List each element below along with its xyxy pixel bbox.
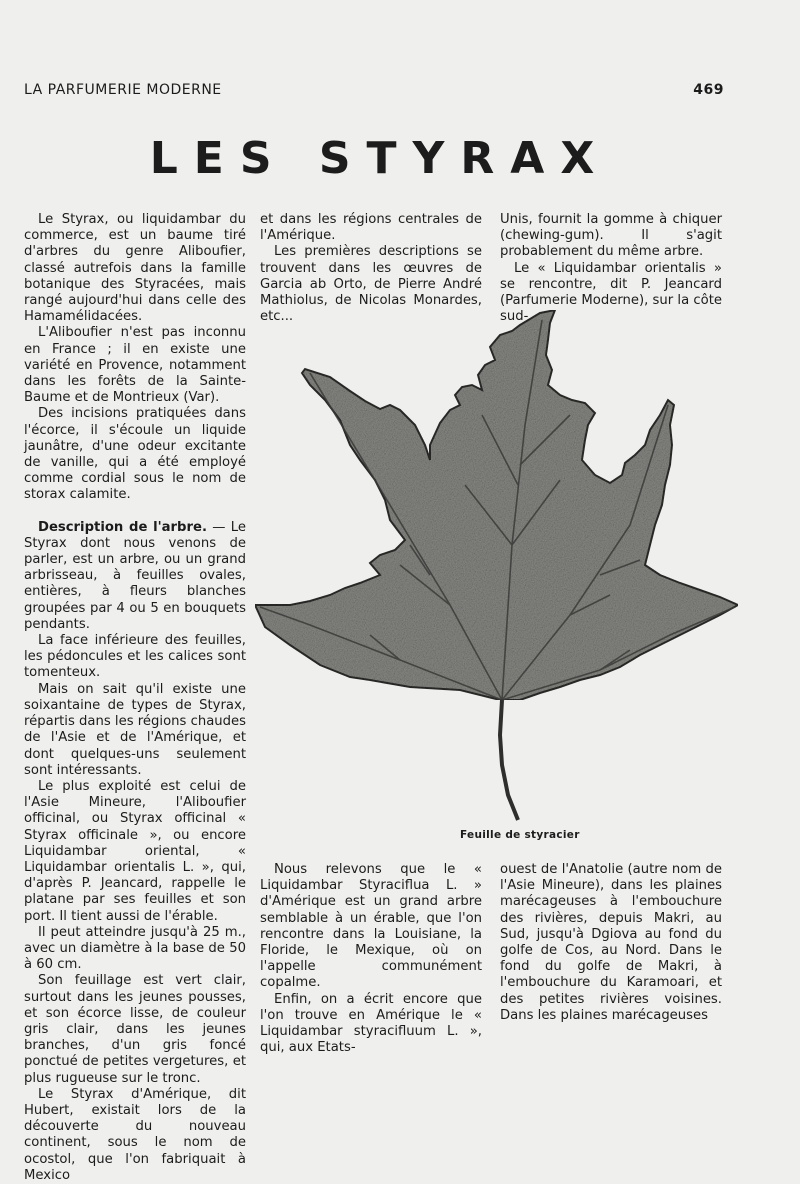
article-title: LES STYRAX [149, 133, 611, 184]
paragraph: L'Aliboufier n'est pas inconnu en France ; il en existe une variété en Provence, notamment dans les forêts de la Sainte-Baume et de Montrieux (Var). [24, 325, 246, 406]
paragraph: Le « Liquidambar orientalis » se rencontre, dit P. Jeancard (Parfumerie Moderne), sur la côte sud- [500, 260, 722, 325]
page-number: 469 [693, 82, 724, 98]
journal-name: LA PARFUMERIE MODERNE [24, 82, 222, 98]
paragraph: ouest de l'Anatolie (autre nom de l'Asie Mineure), dans les plaines marécageuses à l'embouchure des rivières, depuis Makri, au Sud, jusqu'à Dgiova au fond du golfe de Cos, au Nord. Dans le fond du golfe de Makri, à l'embouchure du Karamoari, et des petites rivières voisines. Dans les plaines marécageuses [500, 862, 722, 1023]
running-head [24, 82, 724, 98]
paragraph: Son feuillage est vert clair, surtout dans les jeunes pousses, et son écorce lisse, de couleur gris clair, dans les jeunes branches, d'un gris foncé ponctué de petites vergetures, et plus rugueuse sur le tronc. [24, 973, 246, 1086]
figure-caption: Feuille de styracier [460, 829, 580, 841]
leaf-stem [500, 700, 518, 820]
paragraph: Unis, fournit la gomme à chiquer (chewing-gum). Il s'agit probablement du même arbre. [500, 212, 722, 260]
paragraph: Le Styrax d'Amérique, dit Hubert, existait lors de la découverte du nouveau continent, sous le nom de ocostol, que l'on fabriquait à Mexico [24, 1086, 246, 1183]
paragraph-text: — Le Styrax dont nous venons de parler, est un arbre, ou un grand arbrisseau, à feuilles ovales, entières, à fleurs blanches groupées par 4 ou 5 en bouquets pendants. [24, 519, 246, 632]
text-column-2-lower [260, 862, 482, 1056]
paragraph: Mais on sait qu'il existe une soixantaine de types de Styrax, répartis dans les régions chaudes de l'Asie et de l'Amérique, et dont quelques-uns seulement sont intéressants. [24, 681, 246, 778]
leaf-blade [255, 310, 738, 700]
text-column-1 [24, 212, 246, 1184]
paragraph: Le Styrax, ou liquidambar du commerce, est un baume tiré d'arbres du genre Aliboufier, classé autrefois dans la famille botanique des Styracées, mais rangé aujourd'hui dans celle des Hamamélidacées. [24, 212, 246, 325]
paragraph: Les premières descriptions se trouvent dans les œuvres de Garcia ab Orto, de Pierre André Mathiolus, de Nicolas Monardes, etc... [260, 244, 482, 325]
paragraph: Le plus exploité est celui de l'Asie Mineure, l'Aliboufier officinal, ou Styrax officinal « Styrax officinale », ou encore Liquidambar oriental, « Liquidambar orientalis L. », qui, d'après P. Jeancard, rappelle le platane par ses feuilles et son port. Il tient aussi de l'érable. [24, 778, 246, 924]
section-heading: Description de l'arbre. [38, 519, 207, 535]
paragraph: Des incisions pratiquées dans l'écorce, il s'écoule un liquide jaunâtre, d'une odeur excitante de vanille, qui a été employé comme cordial sous le nom de storax calamite. [24, 406, 246, 503]
paragraph: La face inférieure des feuilles, les pédoncules et les calices sont tomenteux. [24, 633, 246, 681]
text-column-3-lower [500, 862, 722, 1024]
paragraph: Il peut atteindre jusqu'à 25 m., avec un diamètre à la base de 50 à 60 cm. [24, 924, 246, 973]
paragraph: et dans les régions centrales de l'Amérique. [260, 212, 482, 244]
paragraph: Enfin, on a écrit encore que l'on trouve en Amérique le « Liquidambar styracifluum L. », qui, aux Etats- [260, 991, 482, 1056]
maple-leaf-illustration [250, 305, 745, 825]
paragraph: Nous relevons que le « Liquidambar Styraciflua L. » d'Amérique est un grand arbre semblable à un érable, que l'on rencontre dans la Louisiane, la Floride, le Mexique, où on l'appelle communément copalme. [260, 862, 482, 991]
paragraph-with-heading [24, 520, 246, 633]
